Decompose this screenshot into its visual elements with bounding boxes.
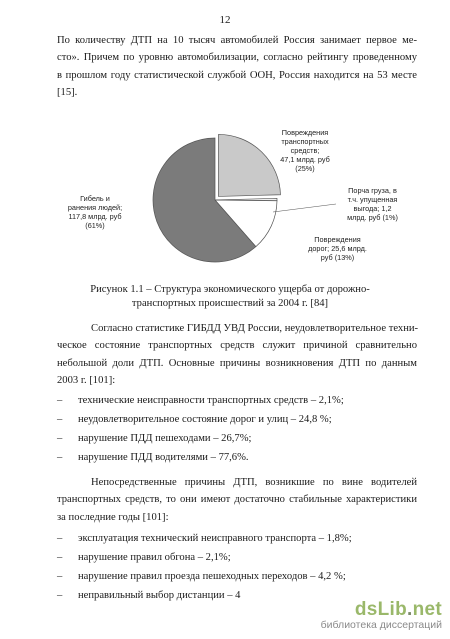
watermark-logo: dsLib.net [354, 599, 442, 620]
pie-label-roads: Повреждения дорог; 25,6 млрд. руб (13%) [308, 235, 367, 262]
text-line: По количеству ДТП на 10 тысяч автомобилей Россия занимает первое ме- [57, 35, 417, 46]
text-line: [15]. [57, 87, 78, 99]
pie-leader-line-cargo [273, 204, 336, 212]
pie-label-cargo: Порча груза, в т.ч. упущенная выгода; 1,2 млрд. руб (1%) [347, 186, 398, 222]
text-line: в прошлом году статистической службой ООН, Россия находится на 53 месте [57, 69, 417, 81]
text-line: Согласно статистике ГИБДД УВД России, неудовлетворительное техни- [91, 323, 419, 334]
text-line: небольшой доли ДТП. Основные причины возникновения ДТП по данным [57, 357, 417, 369]
text-line: за последние годы [101]: [57, 511, 169, 523]
pie-label-vehicle-damage: Повреждения транспортных средств; 47,1 млрд. руб (25%) [280, 128, 330, 173]
figure-caption: Рисунок 1.1 – Структура экономического ущерба от дорожно- транспортных происшествий за 2004 г. [84] [90, 284, 370, 309]
text-line: сто». Причем по уровню автомобилизации, согласно рейтингу проведенному [57, 52, 417, 64]
list-item: – нарушение правил проезда пешеходных переходов – 4,2 %; [57, 571, 346, 582]
page-number: 12 [219, 14, 231, 26]
list-item: – неудовлетворительное состояние дорог и улиц – 24,8 %; [57, 414, 332, 425]
text-line: Непосредственные причины ДТП, возникшие по вине водителей [91, 477, 417, 488]
list-item: – нарушение правил обгона – 2,1%; [57, 552, 231, 563]
text-line: 2003 г. [101]: [57, 375, 116, 387]
intro-paragraph [57, 32, 417, 102]
pie-chart [40, 122, 420, 282]
list-item: – технические неисправности транспортных средств – 2,1%; [57, 395, 344, 406]
pie-label-casualties: Гибель и ранения людей; 117,8 млрд. руб (61%) [67, 194, 123, 230]
watermark-subtitle: библиотека диссертаций [320, 619, 442, 631]
statistics-paragraph [57, 320, 417, 390]
watermark [321, 599, 442, 631]
list-item: – нарушение ПДД пешеходами – 26,7%; [57, 433, 252, 444]
list-item: – нарушение ПДД водителями – 77,6%. [57, 452, 249, 463]
list-item: – эксплуатация технический неисправного транспорта – 1,8%; [57, 533, 352, 544]
text-line: ческое состояние транспортных средств служит причиной сравнительно [57, 340, 417, 352]
list-item: – неправильный выбор дистанции – 4 [57, 590, 241, 601]
driver-causes-paragraph [57, 474, 417, 526]
text-line: транспортных средств, то они имеют достаточно стабильные характеристики [57, 494, 417, 506]
